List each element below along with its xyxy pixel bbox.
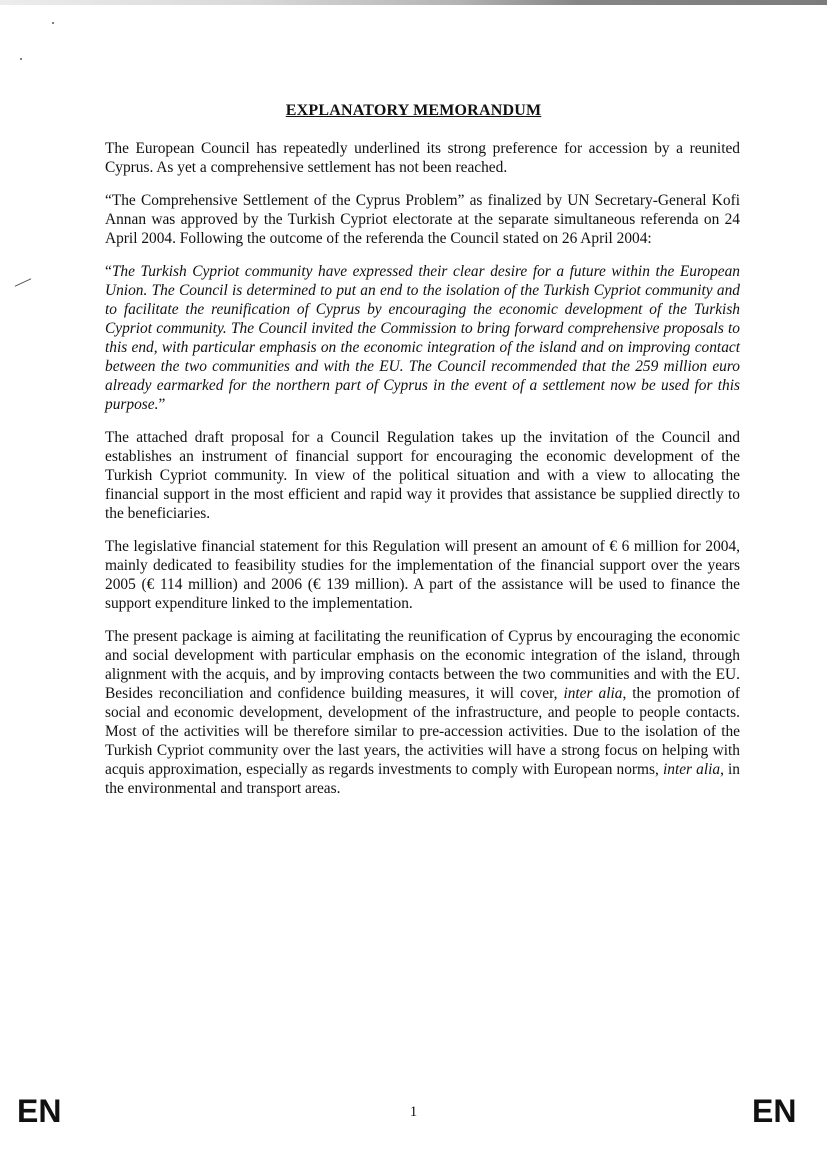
text-segment: The attached draft proposal for a Council Regulation takes up the invitation of the Council and establishes an instrument of financial support for encouraging the economic development of the Turkish Cypriot community. In view of the political situation and with a view to allocating the financial support in the most efficient and rapid way it provides that assistance be supplied directly to the beneficiaries. (105, 429, 740, 522)
paragraph (105, 627, 740, 798)
paragraph (105, 537, 740, 613)
italic-text: inter alia (563, 685, 623, 702)
text-segment: ” (158, 396, 166, 413)
text-segment: The legislative financial statement for this Regulation will present an amount of € 6 million for 2004, mainly dedicated to feasibility studies for the implementation of the financial support over the years 2005 (€ 114 million) and 2006 (€ 139 million). A part of the assistance will be used to finance the support expenditure linked to the implementation. (105, 538, 740, 612)
paragraph (105, 262, 740, 414)
language-code-right: EN (752, 1093, 797, 1129)
scan-speck (52, 22, 54, 24)
paragraph (105, 139, 740, 177)
text-segment: The European Council has repeatedly underlined its strong preference for accession by a reunited Cyprus. As yet a comprehensive settlement has not been reached. (105, 140, 740, 176)
text-segment: , the promotion of social and economic development, development of the infrastructure, and people to people contacts. Most of the activities will be therefore similar to pre-accession activities. Due to the isolation of the Turkish Cypriot community over the last years, the activities will have a strong focus on helping with acquis approximation, especially as regards investments to comply with European norms, (105, 685, 740, 778)
text-segment: “ (105, 263, 112, 280)
scan-speck (20, 58, 22, 60)
page-number: 1 (409, 1104, 418, 1120)
scan-top-rule (0, 0, 827, 5)
text-segment: “The Comprehensive Settlement of the Cyprus Problem” as finalized by UN Secretary-General Kofi Annan was approved by the Turkish Cypriot electorate at the separate simultaneous referenda on 24 April 2004. Following the outcome of the referenda the Council stated on 26 April 2004: (105, 192, 740, 247)
paragraph (105, 191, 740, 248)
memorandum-body (105, 139, 740, 812)
document-title: EXPLANATORY MEMORANDUM (285, 102, 542, 119)
scan-speck (15, 278, 32, 287)
text-segment: The present package is aiming at facilitating the reunification of Cyprus by encouraging the economic and social development with particular emphasis on the economic integration of the island, through alignment with the acquis, and by improving contacts between the two communities and with the EU. Besides reconciliation and confidence building measures, it will cover, (105, 628, 740, 702)
language-code-left: EN (17, 1093, 62, 1129)
text-segment: , in the environmental and transport areas. (105, 761, 740, 797)
paragraph (105, 428, 740, 523)
italic-text: The Turkish Cypriot community have expressed their clear desire for a future within the European Union. The Council is determined to put an end to the isolation of the Turkish Cypriot community and to facilitate the reunification of Cyprus by encouraging the economic development of the Turkish Cypriot community. The Council invited the Commission to bring forward comprehensive proposals to this end, with particular emphasis on the economic integration of the island and on improving contact between the two communities and with the EU. The Council recommended that the 259 million euro already earmarked for the northern part of Cyprus in the event of a settlement now be used for this purpose. (105, 263, 740, 413)
italic-text: inter alia (662, 761, 721, 778)
